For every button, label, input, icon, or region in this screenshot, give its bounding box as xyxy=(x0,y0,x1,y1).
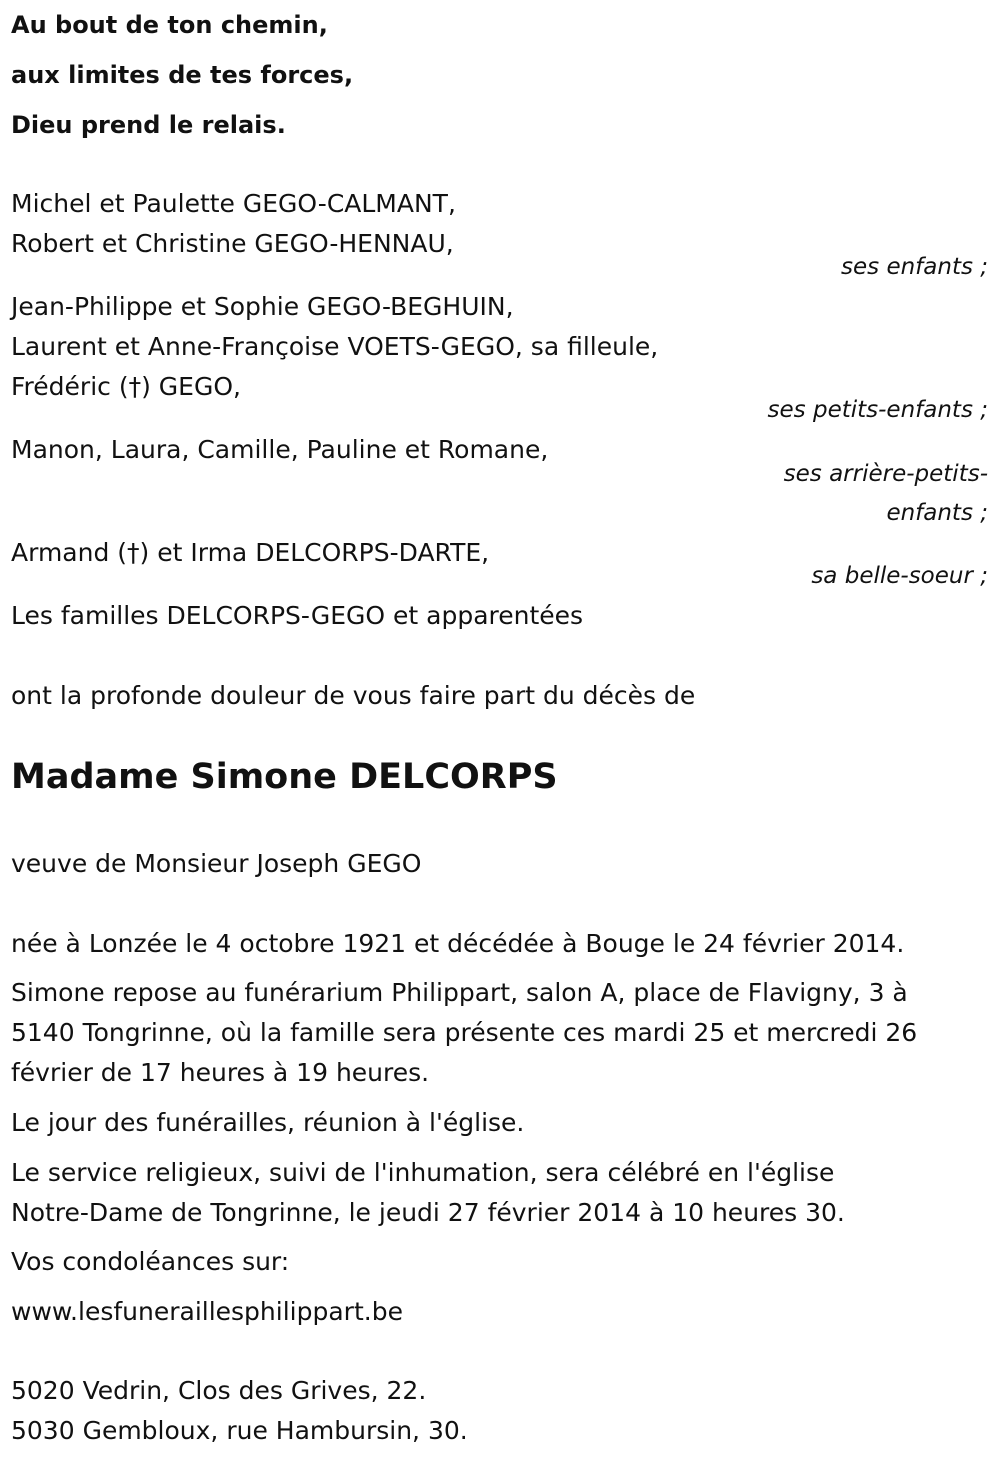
grandchildren-relation: ses petits-enfants ; xyxy=(767,397,988,423)
birth-death-line: née à Lonzée le 4 octobre 1921 et décédée à Bouge le 24 février 2014. xyxy=(11,929,905,958)
children-line-2: Robert et Christine GEGO-HENNAU, xyxy=(11,229,454,258)
grandchildren-line-2: Laurent et Anne-Françoise VOETS-GEGO, sa filleule, xyxy=(11,332,659,361)
repose-line-2: 5140 Tongrinne, où la famille sera présente ces mardi 25 et mercredi 26 xyxy=(11,1018,918,1047)
sister-in-law-line: Armand (†) et Irma DELCORPS-DARTE, xyxy=(11,538,490,567)
announcement-line: ont la profonde douleur de vous faire part du décès de xyxy=(11,681,696,710)
poem-line-3: Dieu prend le relais. xyxy=(11,111,286,139)
widow-of-line: veuve de Monsieur Joseph GEGO xyxy=(11,849,422,878)
sister-in-law-relation: sa belle-soeur ; xyxy=(811,563,988,589)
great-grandchildren-relation-2: enfants ; xyxy=(886,500,988,526)
deceased-name: Madame Simone DELCORPS xyxy=(11,757,558,797)
repose-line-3: février de 17 heures à 19 heures. xyxy=(11,1058,430,1087)
address-line-1: 5020 Vedrin, Clos des Grives, 22. xyxy=(11,1376,427,1405)
great-grandchildren-relation-1: ses arrière-petits- xyxy=(783,461,988,487)
families-line: Les familles DELCORPS-GEGO et apparentées xyxy=(11,601,584,630)
poem-line-2: aux limites de tes forces, xyxy=(11,61,354,89)
service-line-2: Notre-Dame de Tongrinne, le jeudi 27 février 2014 à 10 heures 30. xyxy=(11,1198,845,1227)
address-line-2: 5030 Gembloux, rue Hambursin, 30. xyxy=(11,1416,468,1445)
repose-line-1: Simone repose au funérarium Philippart, salon A, place de Flavigny, 3 à xyxy=(11,978,908,1007)
condolences-label: Vos condoléances sur: xyxy=(11,1247,290,1276)
children-relation: ses enfants ; xyxy=(841,254,988,280)
children-line-1: Michel et Paulette GEGO-CALMANT, xyxy=(11,189,456,218)
poem-line-1: Au bout de ton chemin, xyxy=(11,11,328,39)
service-line-1: Le service religieux, suivi de l'inhumation, sera célébré en l'église xyxy=(11,1158,835,1187)
great-grandchildren-line: Manon, Laura, Camille, Pauline et Romane, xyxy=(11,435,549,464)
grandchildren-line-3: Frédéric (†) GEGO, xyxy=(11,372,241,401)
grandchildren-line-1: Jean-Philippe et Sophie GEGO-BEGHUIN, xyxy=(11,292,514,321)
funeral-day-line: Le jour des funérailles, réunion à l'église. xyxy=(11,1108,525,1137)
website-link[interactable]: www.lesfuneraillesphilippart.be xyxy=(11,1297,403,1326)
